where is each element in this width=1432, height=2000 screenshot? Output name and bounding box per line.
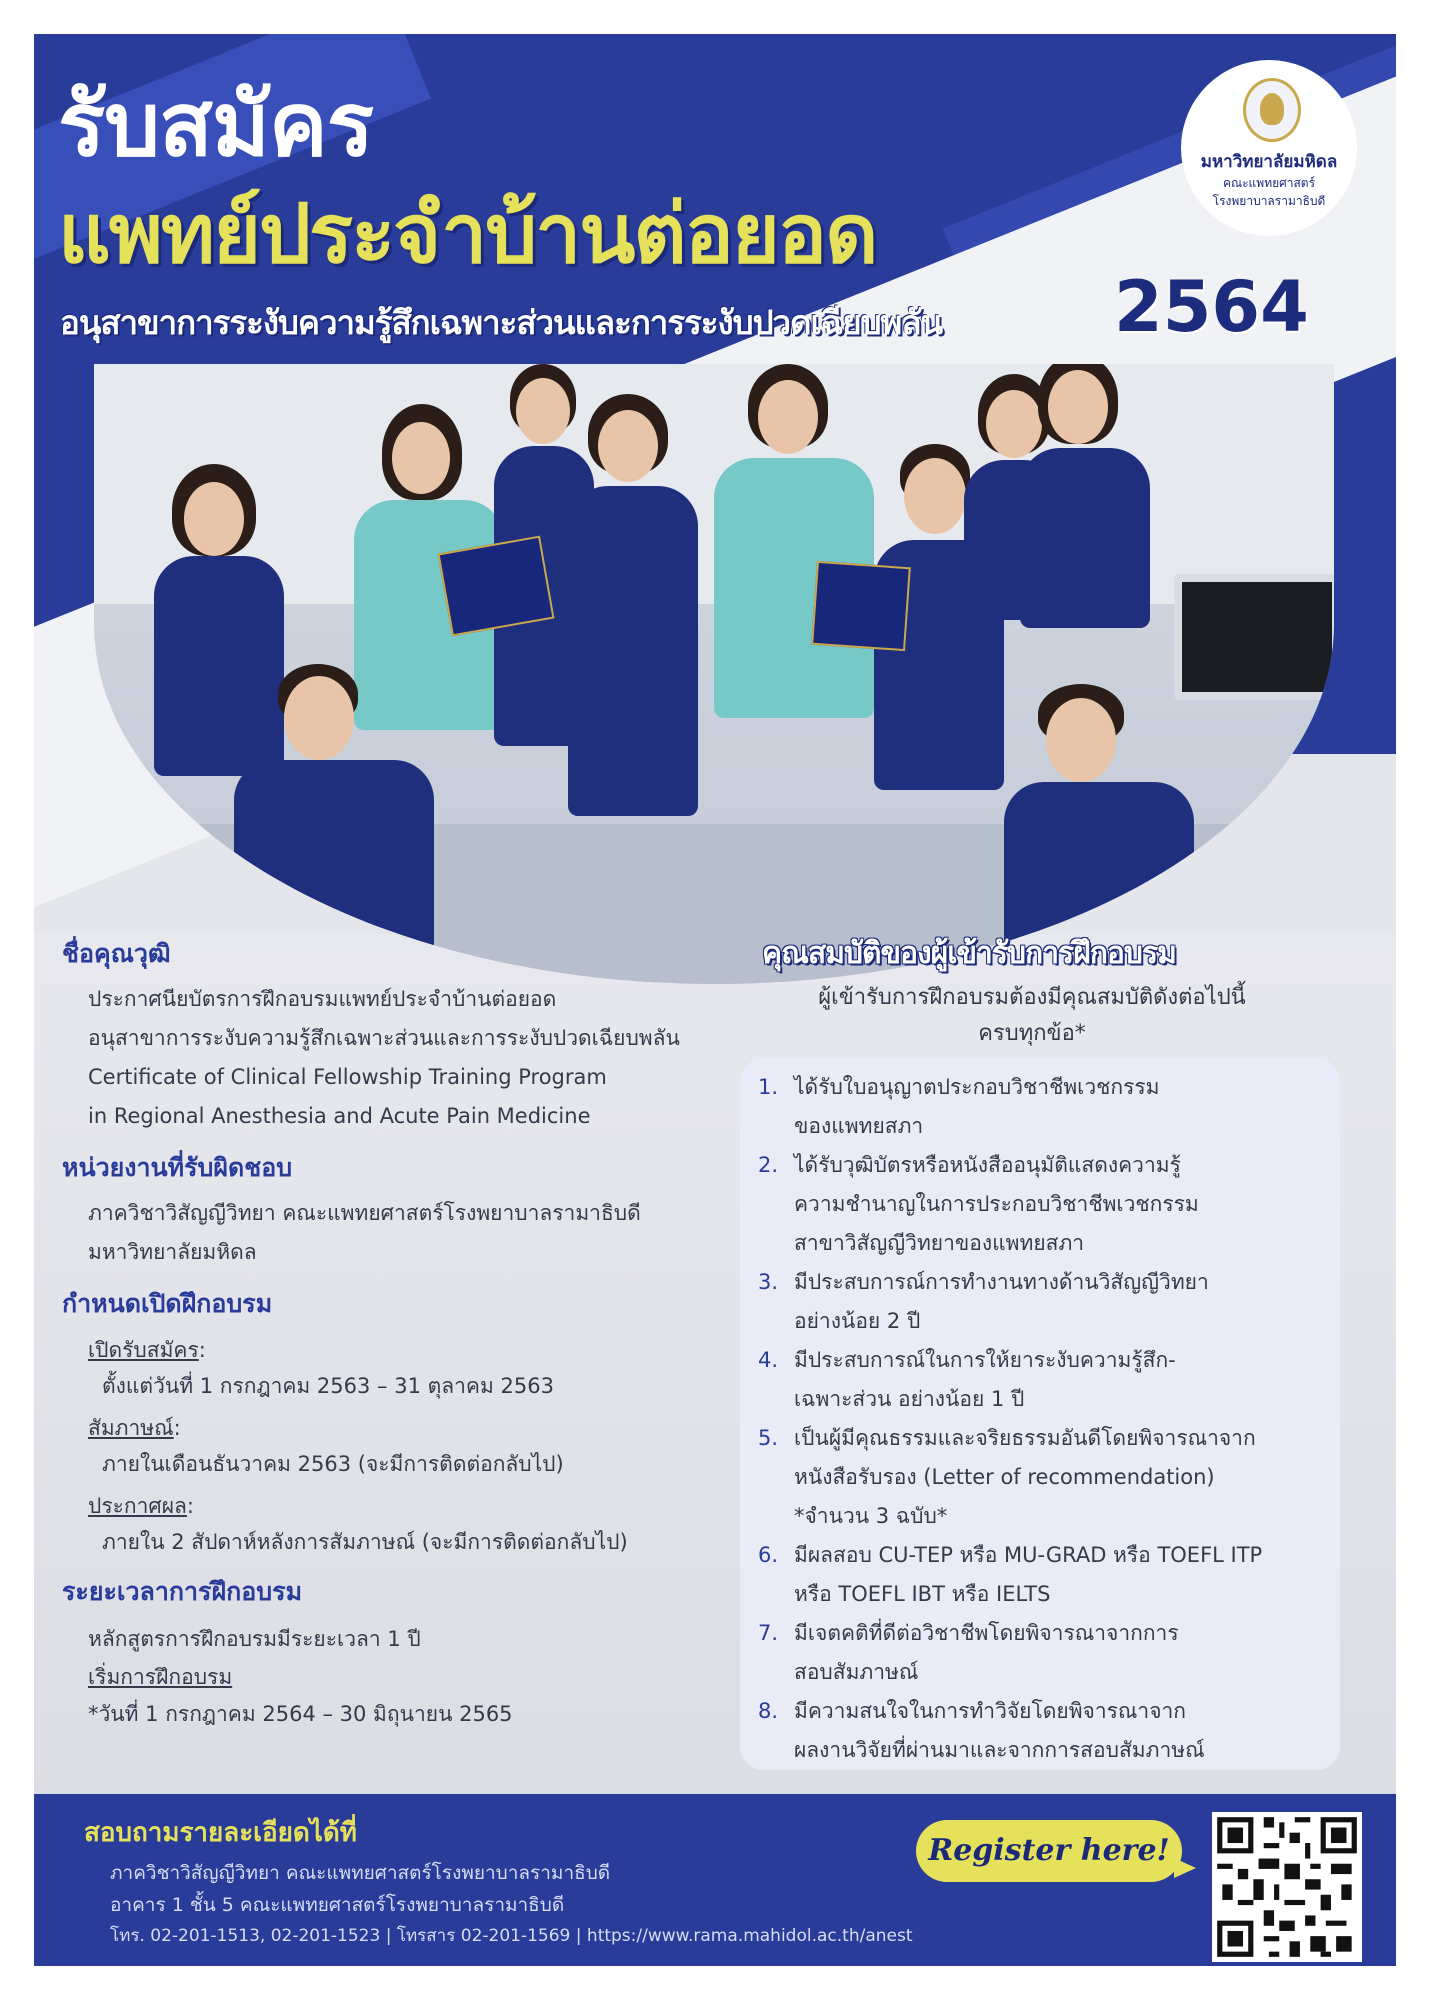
section-heading-duration: ระยะเวลาการฝึกอบรม	[62, 1577, 303, 1606]
duration-text: หลักสูตรการฝึกอบรมมีระยะเวลา 1 ปี	[88, 1627, 421, 1651]
qualification-number: 6.	[758, 1543, 779, 1567]
qualification-number: 1.	[758, 1075, 779, 1099]
section-heading-degree: ชื่อคุณวุฒิ	[62, 939, 171, 968]
team-photo	[94, 364, 1334, 984]
degree-line: in Regional Anesthesia and Acute Pain Medicine	[88, 1104, 591, 1128]
qualification-line: เฉพาะส่วน อย่างน้อย 1 ปี	[794, 1387, 1025, 1411]
unit-line: มหาวิทยาลัยมหิดล	[88, 1240, 257, 1264]
headline: รับสมัคร	[58, 73, 373, 176]
qualification-number: 5.	[758, 1426, 779, 1450]
qualification-line: มีประสบการณ์การทำงานทางด้านวิสัญญีวิทยา	[794, 1270, 1209, 1294]
qualification-text	[794, 1614, 1179, 1692]
section-heading-schedule: กำหนดเปิดฝึกอบรม	[62, 1289, 273, 1318]
qualification-line: ของแพทยสภา	[794, 1114, 924, 1138]
qualification-line: มีเจตคติที่ดีต่อวิชาชีพโดยพิจารณาจากการ	[794, 1621, 1179, 1645]
qualification-line: อย่างน้อย 2 ปี	[794, 1309, 921, 1333]
logo-hospital: โรงพยาบาลรามาธิบดี	[1212, 194, 1326, 208]
qualification-line: หรือ TOEFL IBT หรือ IELTS	[794, 1582, 1051, 1606]
qualification-line: มีประสบการณ์ในการให้ยาระงับความรู้สึก-	[794, 1348, 1176, 1372]
qualification-line: ผลงานวิจัยที่ผ่านมาและจากการสอบสัมภาษณ์	[794, 1738, 1205, 1762]
program-info	[62, 934, 762, 1734]
headline-year: 2564	[1114, 266, 1309, 348]
certificate-folder	[811, 561, 911, 651]
qualification-item	[758, 1692, 1326, 1770]
qualification-text	[794, 1146, 1199, 1263]
start-label: เริ่มการฝึกอบรม	[88, 1665, 233, 1689]
contact-department: ภาควิชาวิสัญญีวิทยา คณะแพทยศาสตร์โรงพยาบาลรามาธิบดี	[110, 1862, 611, 1884]
degree-text	[88, 980, 762, 1136]
qualification-item	[758, 1536, 1326, 1614]
certificate-folder	[437, 536, 554, 637]
qr-code-icon[interactable]	[1212, 1812, 1362, 1962]
schedule-block	[62, 1332, 762, 1560]
qualifications-box	[740, 1058, 1340, 1770]
qualifications-heading: คุณสมบัติของผู้เข้ารับการฝึกอบรม	[762, 936, 1176, 971]
interview-dates: ภายในเดือนธันวาคม 2563 (จะมีการติดต่อกลับไป)	[102, 1452, 564, 1476]
qualification-line: เป็นผู้มีคุณธรรมและจริยธรรมอันดีโดยพิจารณาจาก	[794, 1426, 1256, 1450]
ultrasound-monitor	[1174, 574, 1334, 700]
qualification-item	[758, 1419, 1326, 1536]
qualification-text	[794, 1692, 1205, 1770]
qualification-number: 4.	[758, 1348, 779, 1372]
qualification-item	[758, 1614, 1326, 1692]
qualification-line: มีผลสอบ CU-TEP หรือ MU-GRAD หรือ TOEFL ITP	[794, 1543, 1263, 1567]
qualification-text	[794, 1419, 1256, 1536]
register-button[interactable]: Register here!	[916, 1820, 1182, 1882]
qualifications-intro-line: ครบทุกข้อ*	[978, 1021, 1086, 1046]
unit-line: ภาควิชาวิสัญญีวิทยา คณะแพทยศาสตร์โรงพยาบาลรามาธิบดี	[88, 1201, 641, 1225]
qualifications-list	[740, 1058, 1340, 1770]
qualification-item	[758, 1341, 1326, 1419]
logo-university: มหาวิทยาลัยมหิดล	[1200, 152, 1338, 172]
qualification-item	[758, 1263, 1326, 1341]
contact-phone: โทร. 02-201-1513, 02-201-1523 | โทรสาร 02-201-1569 | https://www.rama.mahidol.ac.th/anest	[110, 1926, 913, 1946]
contact-address: อาคาร 1 ชั้น 5 คณะแพทยศาสตร์โรงพยาบาลรามาธิบดี	[110, 1894, 565, 1916]
qualification-number: 8.	[758, 1699, 779, 1723]
contact-heading: สอบถามรายละเอียดได้ที่	[84, 1818, 357, 1848]
university-logo	[1181, 60, 1357, 236]
qualification-text	[794, 1536, 1262, 1614]
result-dates: ภายใน 2 สัปดาห์หลังการสัมภาษณ์ (จะมีการติดต่อกลับไป)	[102, 1530, 628, 1554]
qualification-line: *จำนวน 3 ฉบับ*	[794, 1504, 948, 1528]
qualification-line: สอบสัมภาษณ์	[794, 1660, 919, 1684]
qualification-line: ได้รับวุฒิบัตรหรือหนังสืออนุมัติแสดงความรู้	[794, 1153, 1181, 1177]
poster	[34, 34, 1396, 1966]
apply-dates: ตั้งแต่วันที่ 1 กรกฎาคม 2563 – 31 ตุลาคม 2563	[102, 1374, 554, 1398]
qualification-line: สาขาวิสัญญีวิทยาของแพทยสภา	[794, 1231, 1085, 1255]
qualifications-intro	[762, 980, 1302, 1052]
interview-label: สัมภาษณ์:	[88, 1416, 181, 1440]
qualification-number: 7.	[758, 1621, 779, 1645]
contact-footer	[34, 1794, 1396, 1966]
university-seal-icon	[1243, 78, 1301, 142]
degree-line: อนุสาขาการระงับความรู้สึกเฉพาะส่วนและการระงับปวดเฉียบพลัน	[88, 1026, 680, 1050]
result-label: ประกาศผล:	[88, 1494, 194, 1518]
qualification-text	[794, 1341, 1176, 1419]
degree-line: ประกาศนียบัตรการฝึกอบรมแพทย์ประจำบ้านต่อยอด	[88, 987, 557, 1011]
duration-block	[62, 1620, 762, 1734]
apply-label: เปิดรับสมัคร:	[88, 1338, 206, 1362]
qualification-text	[794, 1263, 1209, 1341]
qualification-line: มีความสนใจในการทำวิจัยโดยพิจารณาจาก	[794, 1699, 1187, 1723]
qualification-line: ความชำนาญในการประกอบวิชาชีพเวชกรรม	[794, 1192, 1199, 1216]
qualification-text	[794, 1068, 1160, 1146]
qualification-number: 3.	[758, 1270, 779, 1294]
qualification-item	[758, 1068, 1326, 1146]
logo-faculty: คณะแพทยศาสตร์	[1222, 176, 1316, 190]
start-dates: *วันที่ 1 กรกฎาคม 2564 – 30 มิถุนายน 2565	[88, 1702, 513, 1726]
qualification-item	[758, 1146, 1326, 1263]
qualification-line: ได้รับใบอนุญาตประกอบวิชาชีพเวชกรรม	[794, 1075, 1160, 1099]
section-heading-unit: หน่วยงานที่รับผิดชอบ	[62, 1153, 293, 1182]
headline-program: แพทย์ประจำบ้านต่อยอด	[58, 187, 877, 282]
headline-subspecialty: อนุสาขาการระงับความรู้สึกเฉพาะส่วนและการระงับปวดเฉียบพลัน	[60, 303, 943, 342]
qualifications-intro-line: ผู้เข้ารับการฝึกอบรมต้องมีคุณสมบัติดังต่อไปนี้	[818, 985, 1246, 1010]
qualification-number: 2.	[758, 1153, 779, 1177]
qualification-line: หนังสือรับรอง (Letter of recommendation)	[794, 1465, 1215, 1489]
degree-line: Certificate of Clinical Fellowship Training Program	[88, 1065, 607, 1089]
unit-text	[88, 1194, 762, 1272]
